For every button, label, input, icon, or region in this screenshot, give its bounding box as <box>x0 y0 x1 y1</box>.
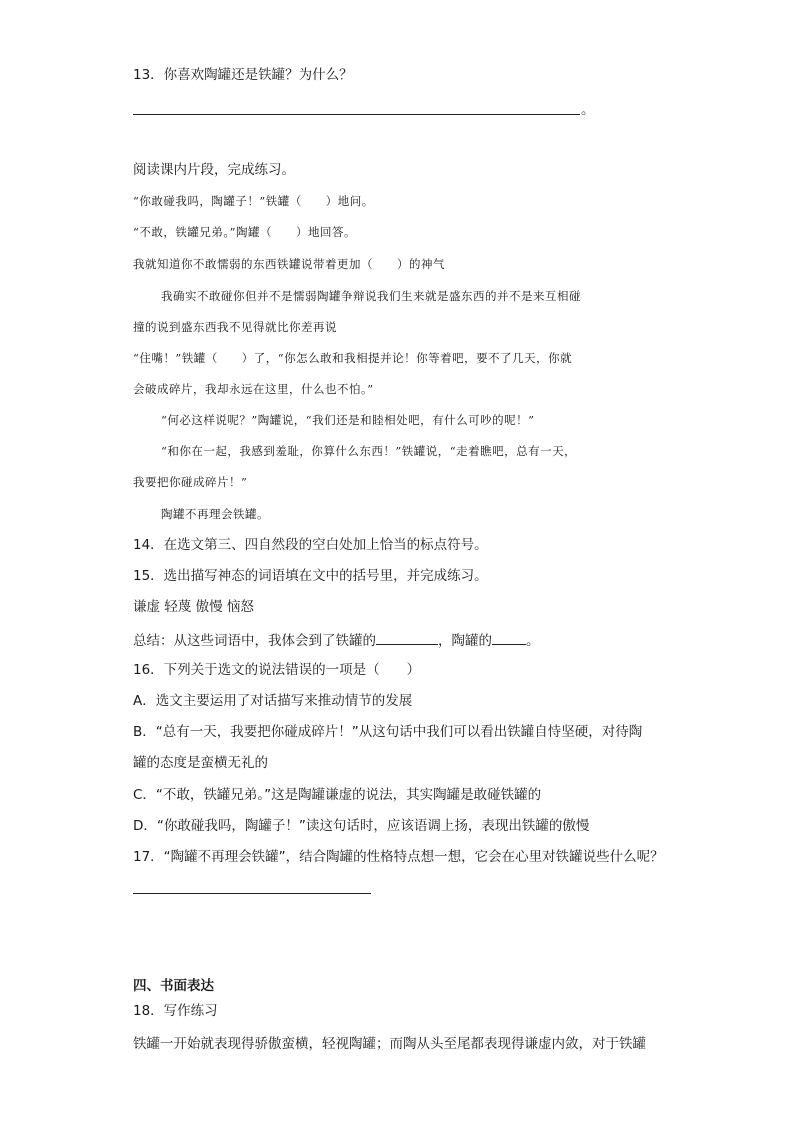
q15-summary-part-b: ，陶罐的 <box>438 633 492 649</box>
passage-line-8: 陶罐不再理会铁罐。 <box>161 507 269 521</box>
passage-line-2: “不敢，铁罐兄弟。”陶罐（ ）地回答。 <box>133 225 357 239</box>
q15-text: 15．选出描写神态的词语填在文中的括号里，并完成练习。 <box>133 568 488 584</box>
q13-answer-line[interactable] <box>133 114 580 115</box>
q15-blank-1[interactable] <box>376 630 438 645</box>
passage-line-4a: 我确实不敢碰你但并不是懦弱陶罐争辩说我们生来就是盛东西的并不是来互相碰 <box>161 289 581 303</box>
passage-line-3: 我就知道你不敢懦弱的东西铁罐说带着更加（ ）的神气 <box>133 257 445 271</box>
q17-answer-line[interactable] <box>133 893 371 894</box>
q17-text: 17．“陶罐不再理会铁罐”，结合陶罐的性格特点想一想，它会在心里对铁罐说些什么呢？ <box>133 849 664 865</box>
passage-line-4b: 撞的说到盛东西我不见得就比你差再说 <box>133 320 337 334</box>
q15-blank-2[interactable] <box>492 630 526 645</box>
q16-option-b-cont: 罐的态度是蛮横无礼的 <box>133 755 268 771</box>
q16-text: 16．下列关于选文的说法错误的一项是（ ） <box>133 662 421 678</box>
q16-option-a[interactable]: A．选文主要运用了对话描写来推动情节的发展 <box>133 693 413 709</box>
q14-text: 14．在选文第三、四自然段的空白处加上恰当的标点符号。 <box>133 537 488 553</box>
passage-line-7a: “和你在一起，我感到羞耻，你算什么东西！”铁罐说，“走着瞧吧，总有一天， <box>161 444 577 458</box>
q15-word-bank: 谦虚 轻蔑 傲慢 恼怒 <box>133 599 254 615</box>
q13-text: 13．你喜欢陶罐还是铁罐？为什么？ <box>133 67 353 83</box>
passage-line-1: “你敢碰我吗，陶罐子！”铁罐（ ）地问。 <box>133 194 374 208</box>
passage-intro: 阅读课内片段，完成练习。 <box>133 162 295 178</box>
passage-line-5b: 会破成碎片，我却永远在这里，什么也不怕。” <box>133 382 374 396</box>
q15-summary-part-c: 。 <box>526 633 540 649</box>
q13-end-mark: 。 <box>581 102 595 118</box>
section-4-title: 四、书面表达 <box>133 978 214 994</box>
passage-line-6: “何必这样说呢？”陶罐说，“我们还是和睦相处吧，有什么可吵的呢！” <box>161 413 535 427</box>
q18-text: 18．写作练习 <box>133 1003 218 1019</box>
q15-summary-part-a: 总结：从这些词语中，我体会到了铁罐的 <box>133 633 376 649</box>
q18-body: 铁罐一开始就表现得骄傲蛮横，轻视陶罐；而陶从头至尾都表现得谦虚内敛，对于铁罐 <box>133 1036 646 1052</box>
q16-option-c[interactable]: C．“不敢，铁罐兄弟。”这是陶罐谦虚的说法，其实陶罐是敢碰铁罐的 <box>133 787 542 803</box>
q15-summary <box>133 630 540 650</box>
passage-line-7b: 我要把你碰成碎片！” <box>133 475 248 489</box>
q16-option-b[interactable]: B．“总有一天，我要把你碰成碎片！”从这句话中我们可以看出铁罐自恃坚硬，对待陶 <box>133 724 643 740</box>
passage-line-5a: “住嘴！”铁罐（ ）了，“你怎么敢和我相提并论！你等着吧，要不了几天，你就 <box>133 351 573 365</box>
q16-option-d[interactable]: D．“你敢碰我吗，陶罐子！”读这句话时，应该语调上扬，表现出铁罐的傲慢 <box>133 818 590 834</box>
